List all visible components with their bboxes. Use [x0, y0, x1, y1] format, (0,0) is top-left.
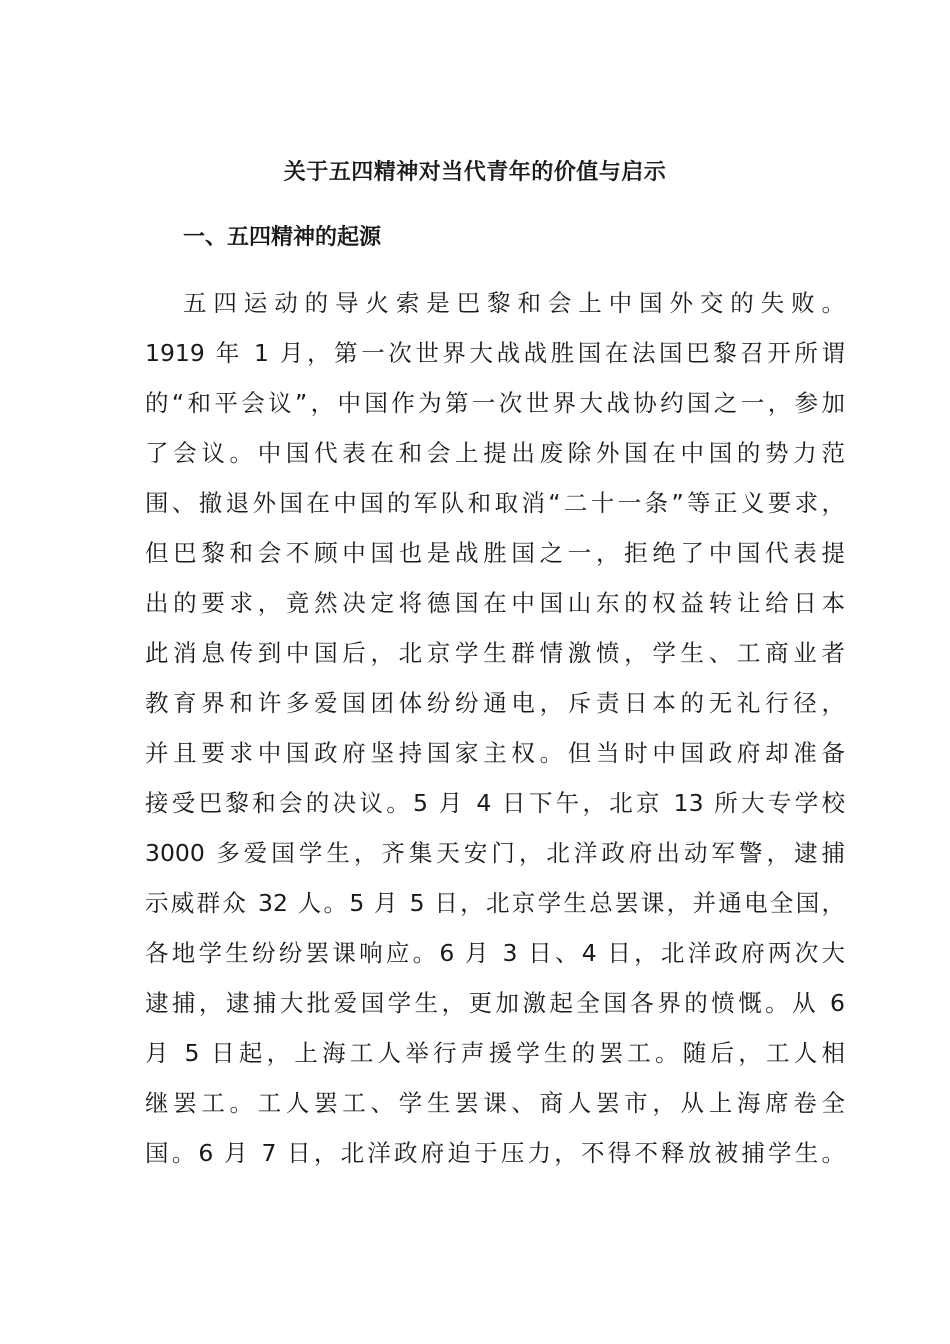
paragraph-line: 此消息传到中国后，北京学生群情激愤，学生、工商业者 — [145, 639, 845, 667]
paragraph-line: 围、撤退外国在中国的军队和取消“二十一条”等正义要求， — [145, 489, 845, 517]
section-heading: 一、五四精神的起源 — [183, 225, 382, 250]
paragraph-line: 国。6 月 7 日，北洋政府迫于压力，不得不释放被捕学生。 — [145, 1139, 845, 1167]
paragraph-line: 逮捕，逮捕大批爱国学生，更加激起全国各界的愤慨。从 6 — [145, 989, 845, 1017]
paragraph-line: 但巴黎和会不顾中国也是战胜国之一，拒绝了中国代表提 — [145, 539, 845, 567]
paragraph-line: 教育界和许多爱国团体纷纷通电，斥责日本的无礼行径， — [145, 689, 845, 717]
paragraph-line: 3000 多爱国学生，齐集天安门，北洋政府出动军警，逮捕 — [145, 839, 845, 867]
paragraph-line: 继罢工。工人罢工、学生罢课、商人罢市，从上海席卷全 — [145, 1089, 845, 1117]
body-paragraph — [145, 278, 845, 1178]
paragraph-line: 示威群众 32 人。5 月 5 日，北京学生总罢课，并通电全国， — [145, 889, 845, 917]
paragraph-line: 出的要求，竟然决定将德国在中国山东的权益转让给日本 — [145, 589, 845, 617]
paragraph-line: 了会议。中国代表在和会上提出废除外国在中国的势力范 — [145, 439, 845, 467]
paragraph-line: 并且要求中国政府坚持国家主权。但当时中国政府却准备 — [145, 739, 845, 767]
document-title: 关于五四精神对当代青年的价值与启示 — [283, 160, 667, 185]
paragraph-line: 月 5 日起，上海工人举行声援学生的罢工。随后，工人相 — [145, 1039, 845, 1067]
paragraph-line: 接受巴黎和会的决议。5 月 4 日下午，北京 13 所大专学校 — [145, 789, 845, 817]
paragraph-line: 1919 年 1 月，第一次世界大战战胜国在法国巴黎召开所谓 — [145, 339, 845, 367]
paragraph-line: 的“和平会议”，中国作为第一次世界大战协约国之一，参加 — [145, 389, 845, 417]
paragraph-line: 各地学生纷纷罢课响应。6 月 3 日、4 日，北洋政府两次大 — [145, 939, 845, 967]
paragraph-line: 五四运动的导火索是巴黎和会上中国外交的失败。 — [183, 289, 845, 317]
